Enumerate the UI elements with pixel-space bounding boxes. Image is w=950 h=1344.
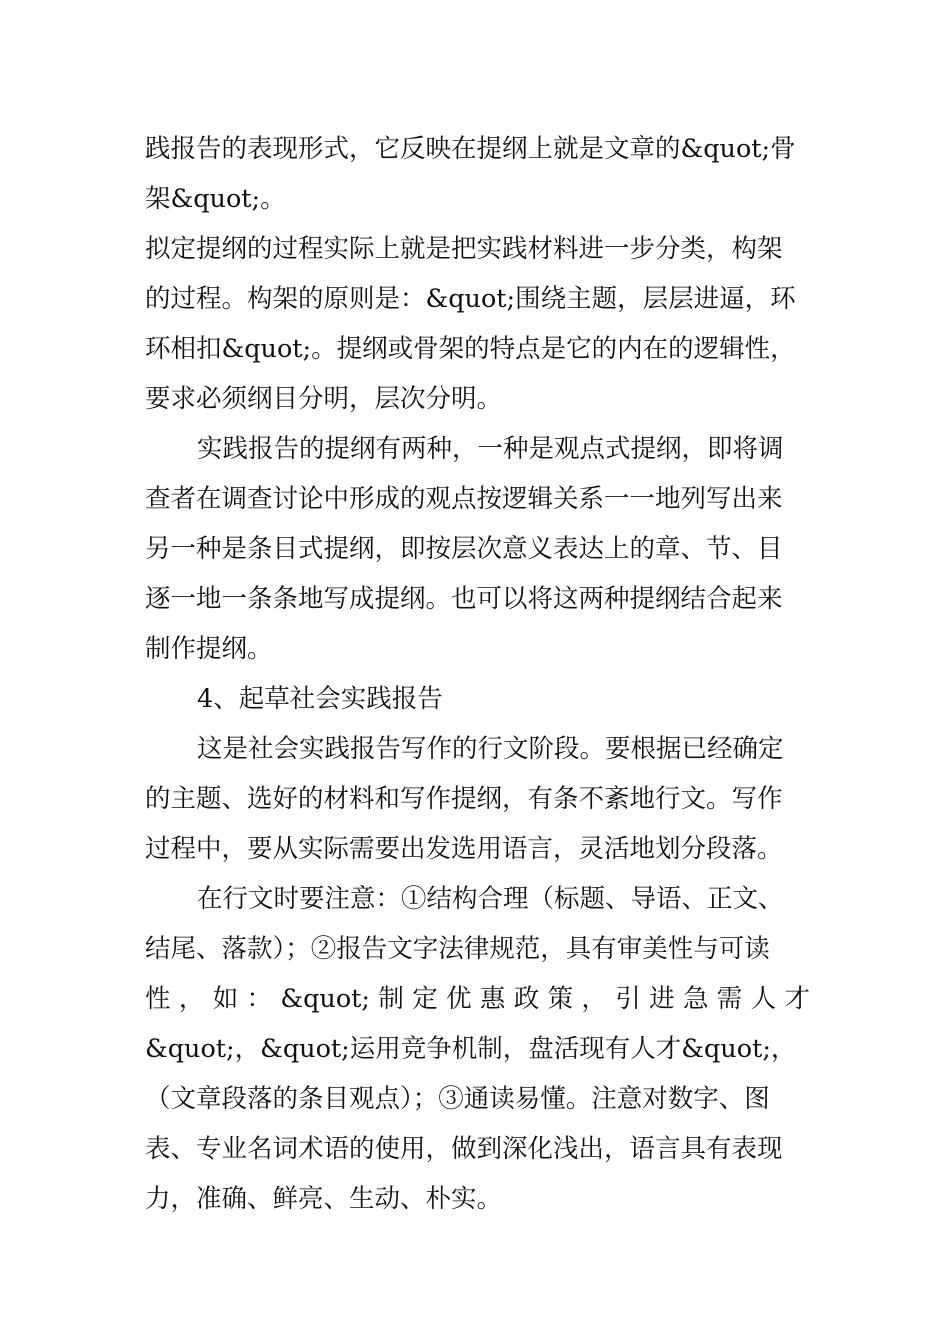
text-line-22: 力，准确、鲜亮、生动、朴实。 bbox=[145, 1184, 503, 1214]
body-text bbox=[145, 124, 810, 1224]
text-line-1: 践报告的表现形式，它反映在提纲上就是文章的&quot;骨 bbox=[145, 134, 796, 164]
text-line-18: 性，如：&quot;制定优惠政策，引进急需人才 bbox=[145, 984, 810, 1014]
text-line-9: 另一种是条目式提纲，即按层次意义表达上的章、节、目 bbox=[145, 534, 783, 564]
text-line-14: 的主题、选好的材料和写作提纲，有条不紊地行文。写作 bbox=[145, 784, 783, 814]
text-line-15: 过程中，要从实际需要出发选用语言，灵活地划分段落。 bbox=[145, 834, 783, 864]
text-line-7: 实践报告的提纲有两种，一种是观点式提纲，即将调 bbox=[197, 434, 784, 464]
text-line-4: 的过程。构架的原则是：&quot;围绕主题，层层进逼，环 bbox=[145, 284, 796, 314]
section-heading: 4、起草社会实践报告 bbox=[197, 684, 443, 714]
text-line-13: 这是社会实践报告写作的行文阶段。要根据已经确定 bbox=[197, 734, 784, 764]
text-line-20: （文章段落的条目观点）；③通读易懂。注意对数字、图 bbox=[145, 1084, 770, 1114]
text-line-16: 在行文时要注意：①结构合理（标题、导语、正文、 bbox=[197, 884, 784, 914]
text-line-21: 表、专业名词术语的使用，做到深化浅出，语言具有表现 bbox=[145, 1134, 783, 1164]
text-line-3: 拟定提纲的过程实际上就是把实践材料进一步分类，构架 bbox=[145, 234, 783, 264]
text-line-6: 要求必须纲目分明，层次分明。 bbox=[145, 384, 503, 414]
text-line-11: 制作提纲。 bbox=[145, 634, 273, 664]
text-line-5: 环相扣&quot;。提纲或骨架的特点是它的内在的逻辑性， bbox=[145, 334, 796, 364]
text-line-10: 逐一地一条条地写成提纲。也可以将这两种提纲结合起来 bbox=[145, 584, 783, 614]
text-line-17: 结尾、落款）；②报告文字法律规范，具有审美性与可读 bbox=[145, 934, 770, 964]
text-line-19: &quot;，&quot;运用竞争机制，盘活现有人才&quot;， bbox=[145, 1034, 797, 1064]
text-line-8: 查者在调查讨论中形成的观点按逻辑关系一一地列写出来 bbox=[145, 484, 783, 514]
text-line-2: 架&quot;。 bbox=[145, 184, 286, 214]
